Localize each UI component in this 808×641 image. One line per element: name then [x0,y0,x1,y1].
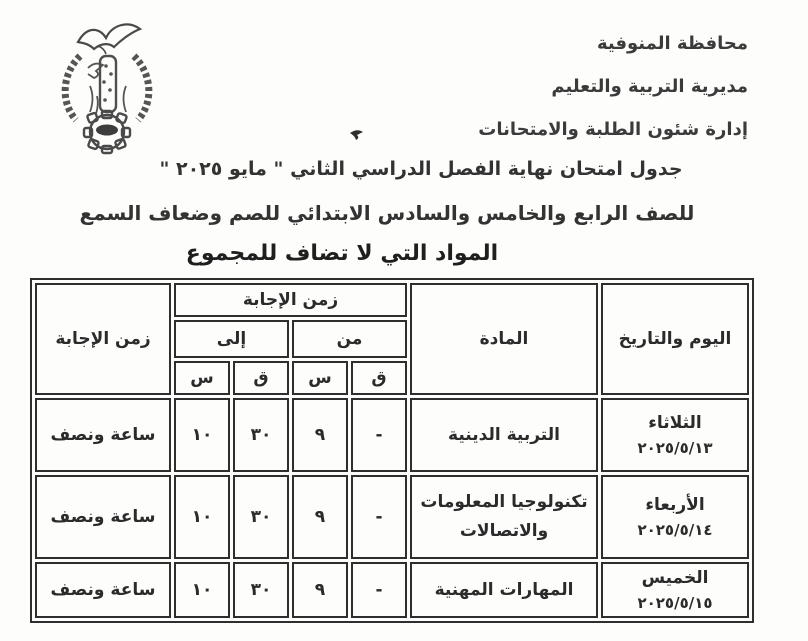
col-header-answer-time-group: زمن الإجابة [174,283,407,317]
exam-schedule-table [30,278,754,623]
org-header-block [478,22,748,151]
from-hours-cell: ٩ [292,398,348,472]
bird-icon [78,24,140,49]
duration-cell: ساعة ونصف [35,398,171,472]
from-minutes-cell: - [351,475,407,559]
schedule-subtitle-grades: للصف الرابع والخامس والسادس الابتدائي للصم وضعاف السمع [79,201,695,225]
day-name: الثلاثاء [648,413,702,433]
wreath-right [134,56,149,120]
org-line-governorate: محافظة المنوفية [596,33,748,54]
col-header-from: من [292,320,407,358]
day-date-cell [601,562,749,618]
gear-center-hole [96,125,118,136]
col-header-from-minutes: ق [351,361,407,395]
to-minutes-cell: ٣٠ [233,475,289,559]
col-header-to-hours: س [174,361,230,395]
subject-cell: التربية الدينية [410,398,598,472]
duration-cell: ساعة ونصف [35,475,171,559]
to-minutes-cell: ٣٠ [233,562,289,618]
to-hours-cell: ١٠ [174,475,230,559]
governorate-emblem-logo [46,16,166,156]
schedule-title: جدول امتحان نهاية الفصل الدراسي الثاني " مايو ٢٠٢٥ " [159,158,683,180]
day-date: ٢٠٢٥/٥/١٣ [637,438,713,457]
wreath-left [65,56,80,120]
org-line-directorate: مديرية التربية والتعليم [551,76,748,97]
from-hours-cell: ٩ [292,562,348,618]
to-hours-cell: ١٠ [174,562,230,618]
from-minutes-cell: - [351,398,407,472]
table-row [35,398,749,472]
day-name: الأربعاء [645,495,705,515]
emblem-graphic [46,16,166,156]
duration-cell: ساعة ونصف [35,562,171,618]
ink-smudge [348,126,366,142]
col-header-subject: المادة [410,283,598,395]
day-date-cell [601,475,749,559]
col-header-to-minutes: ق [233,361,289,395]
from-minutes-cell: - [351,562,407,618]
col-header-to: إلى [174,320,289,358]
col-header-day-date: اليوم والتاريخ [601,283,749,395]
table-row [35,475,749,559]
subject-cell: المهارات المهنية [410,562,598,618]
day-date-cell [601,398,749,472]
from-hours-cell: ٩ [292,475,348,559]
table-row [35,562,749,618]
subject-cell: تكنولوجيا المعلومات والاتصالات [410,475,598,559]
day-date: ٢٠٢٥/٥/١٥ [637,593,713,612]
col-header-from-hours: س [292,361,348,395]
to-minutes-cell: ٣٠ [233,398,289,472]
org-line-administration: إدارة شئون الطلبة والامتحانات [478,119,748,140]
to-hours-cell: ١٠ [174,398,230,472]
schedule-subtitle-subjects: المواد التي لا تضاف للمجموع [185,241,499,266]
day-date: ٢٠٢٥/٥/١٤ [637,520,713,539]
day-name: الخميس [641,568,709,588]
col-header-answer-time: زمن الإجابة [35,283,171,395]
